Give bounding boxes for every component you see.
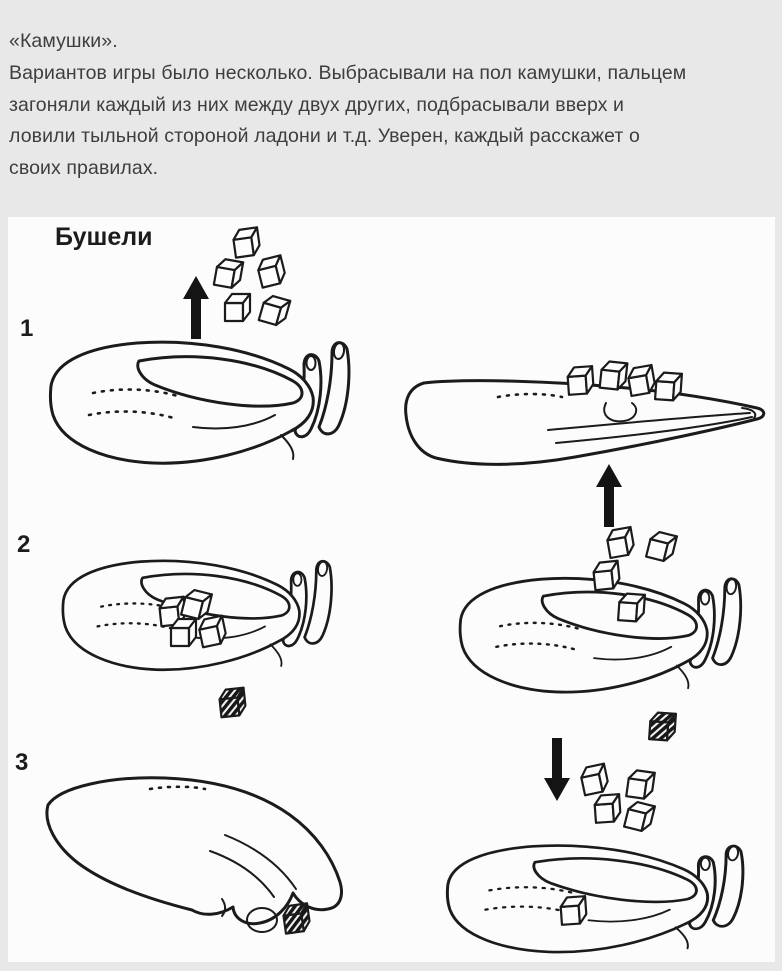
step-1-number: 1 — [20, 314, 34, 342]
article-line: своих правилах. — [9, 157, 159, 180]
step-1-toss-hand — [50, 227, 349, 463]
shaded-cube-icon — [649, 712, 676, 741]
dropping-cubes — [579, 764, 654, 833]
cube-icon — [655, 372, 682, 401]
cube-icon — [232, 227, 261, 257]
cube-icon — [256, 255, 287, 287]
article-line: загоняли каждый из них между двух других, подбрасывали вверх и — [9, 93, 625, 116]
article-title: «Камушки». — [9, 30, 118, 52]
shaded-cube-icon — [219, 688, 247, 717]
cube-icon — [606, 527, 635, 558]
cube-icon — [600, 361, 628, 390]
cube-icon — [593, 561, 621, 590]
cube-icon — [225, 294, 250, 321]
step-2-number: 2 — [17, 530, 31, 558]
cube-icon — [214, 258, 243, 289]
cube-icon — [626, 769, 655, 799]
cube-icon — [624, 800, 655, 832]
step-3-flick-hand — [47, 778, 342, 934]
illustration-panel — [8, 217, 775, 962]
figure-caption: Бушели — [55, 222, 153, 251]
cube-icon — [567, 366, 594, 395]
bushels-figure — [8, 217, 775, 962]
cube-icon — [560, 896, 587, 925]
cube-icon — [618, 593, 645, 622]
shaded-cube-icon — [282, 903, 311, 933]
down-arrow-icon — [544, 738, 570, 801]
article-text — [0, 0, 782, 185]
tossed-cubes — [214, 227, 290, 327]
cube-icon — [579, 764, 609, 796]
up-arrow-icon — [596, 464, 622, 527]
cube-icon — [594, 794, 621, 823]
cube-icon — [171, 619, 196, 646]
cube-icon — [259, 294, 290, 327]
step-3-drop-hand — [447, 738, 743, 952]
step-2-hold-hand — [63, 561, 332, 717]
step-2-catch-hand — [460, 527, 741, 741]
up-arrow-icon — [183, 276, 209, 339]
step-3-number: 3 — [15, 748, 29, 776]
article-line: ловили тыльной стороной ладони и т.д. Уверен, каждый расскажет о — [9, 125, 640, 148]
cube-icon — [646, 530, 677, 562]
article-line: Вариантов игры было несколько. Выбрасывали на пол камушки, пальцем — [9, 61, 687, 84]
step-1-back-of-hand — [406, 361, 764, 527]
